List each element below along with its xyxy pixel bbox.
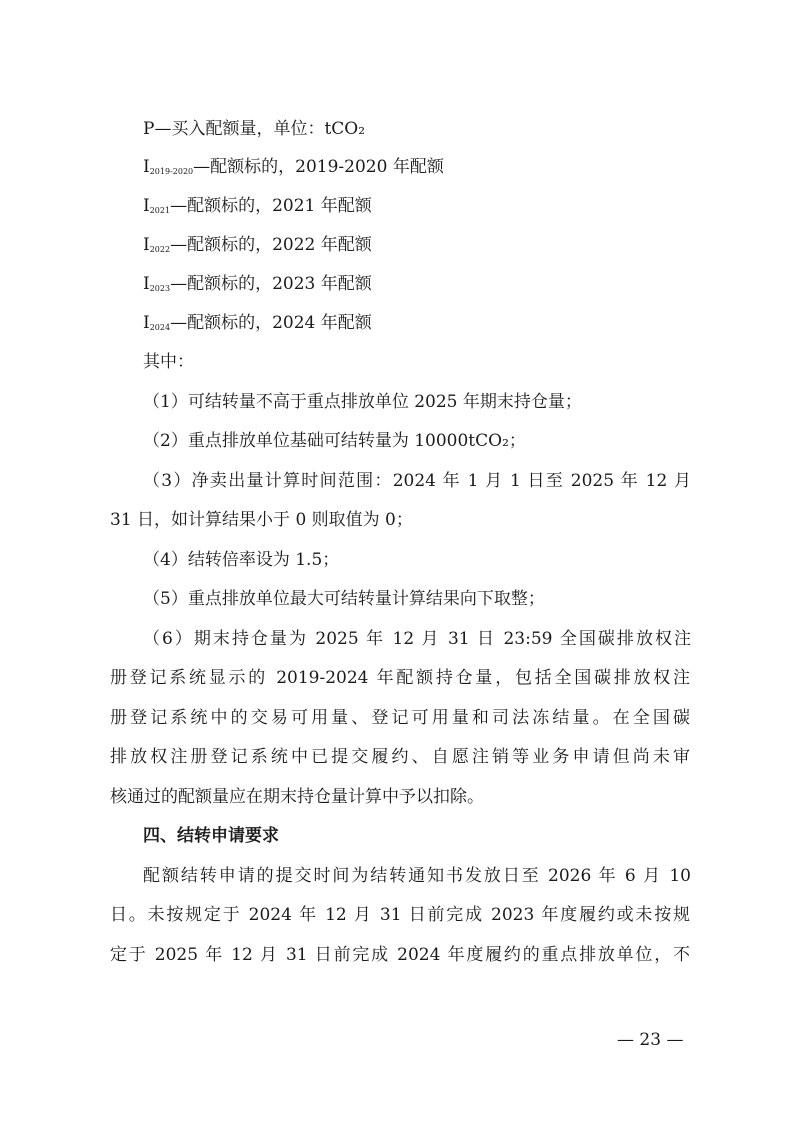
section-heading: 四、结转申请要求 [143, 826, 279, 846]
paragraph-label: 其中： [143, 352, 194, 372]
definition-line: $I_{2019-2020}—$配额标的，2019-2020 年配额 [143, 157, 444, 177]
condition-item: （6）期末持仓量为 2025 年 12 月 31 日 23:59 全国碳排放权注 [143, 629, 691, 649]
definition-line: $I_{2024}—$配额标的，2024 年配额 [143, 313, 372, 333]
definition-line: $I_{2023}—$配额标的，2023 年配额 [143, 274, 372, 294]
definition-line: $I_{2022}—$配额标的，2022 年配额 [143, 235, 372, 255]
condition-item: （3）净卖出量计算时间范围：2024 年 1 月 1 日至 2025 年 12 月 [143, 471, 691, 491]
body-paragraph-line: 定于 2025 年 12 月 31 日前完成 2024 年度履约的重点排放单位，不 [110, 945, 690, 965]
condition-continuation: 册登记系统中的交易可用量、登记可用量和司法冻结量。在全国碳 [110, 708, 690, 728]
definition-line: P—买入配额量，单位：tCO₂ [143, 119, 366, 139]
body-paragraph-line: 日。未按规定于 2024 年 12 月 31 日前完成 2023 年度履约或未按规 [110, 905, 690, 925]
condition-continuation: 册登记系统显示的 2019-2024 年配额持仓量，包括全国碳排放权注 [110, 668, 690, 688]
definition-line: $I_{2021}—$配额标的，2021 年配额 [143, 196, 372, 216]
page-number: — 23 — [617, 1030, 684, 1050]
condition-continuation: 31 日，如计算结果小于 0 则取值为 0； [110, 510, 413, 530]
condition-item: （1）可结转量不高于重点排放单位 2025 年期末持仓量； [143, 392, 582, 412]
condition-continuation: 排放权注册登记系统中已提交履约、自愿注销等业务申请但尚未审 [110, 747, 690, 767]
condition-item: （4）结转倍率设为 1.5； [143, 550, 340, 570]
condition-continuation: 核通过的配额量应在期末持仓量计算中予以扣除。 [110, 787, 484, 807]
condition-item: （2）重点排放单位基础可结转量为 10000tCO₂； [143, 431, 526, 451]
body-paragraph-line: 配额结转申请的提交时间为结转通知书发放日至 2026 年 6 月 10 [143, 866, 691, 886]
condition-item: （5）重点排放单位最大可结转量计算结果向下取整； [143, 589, 545, 609]
